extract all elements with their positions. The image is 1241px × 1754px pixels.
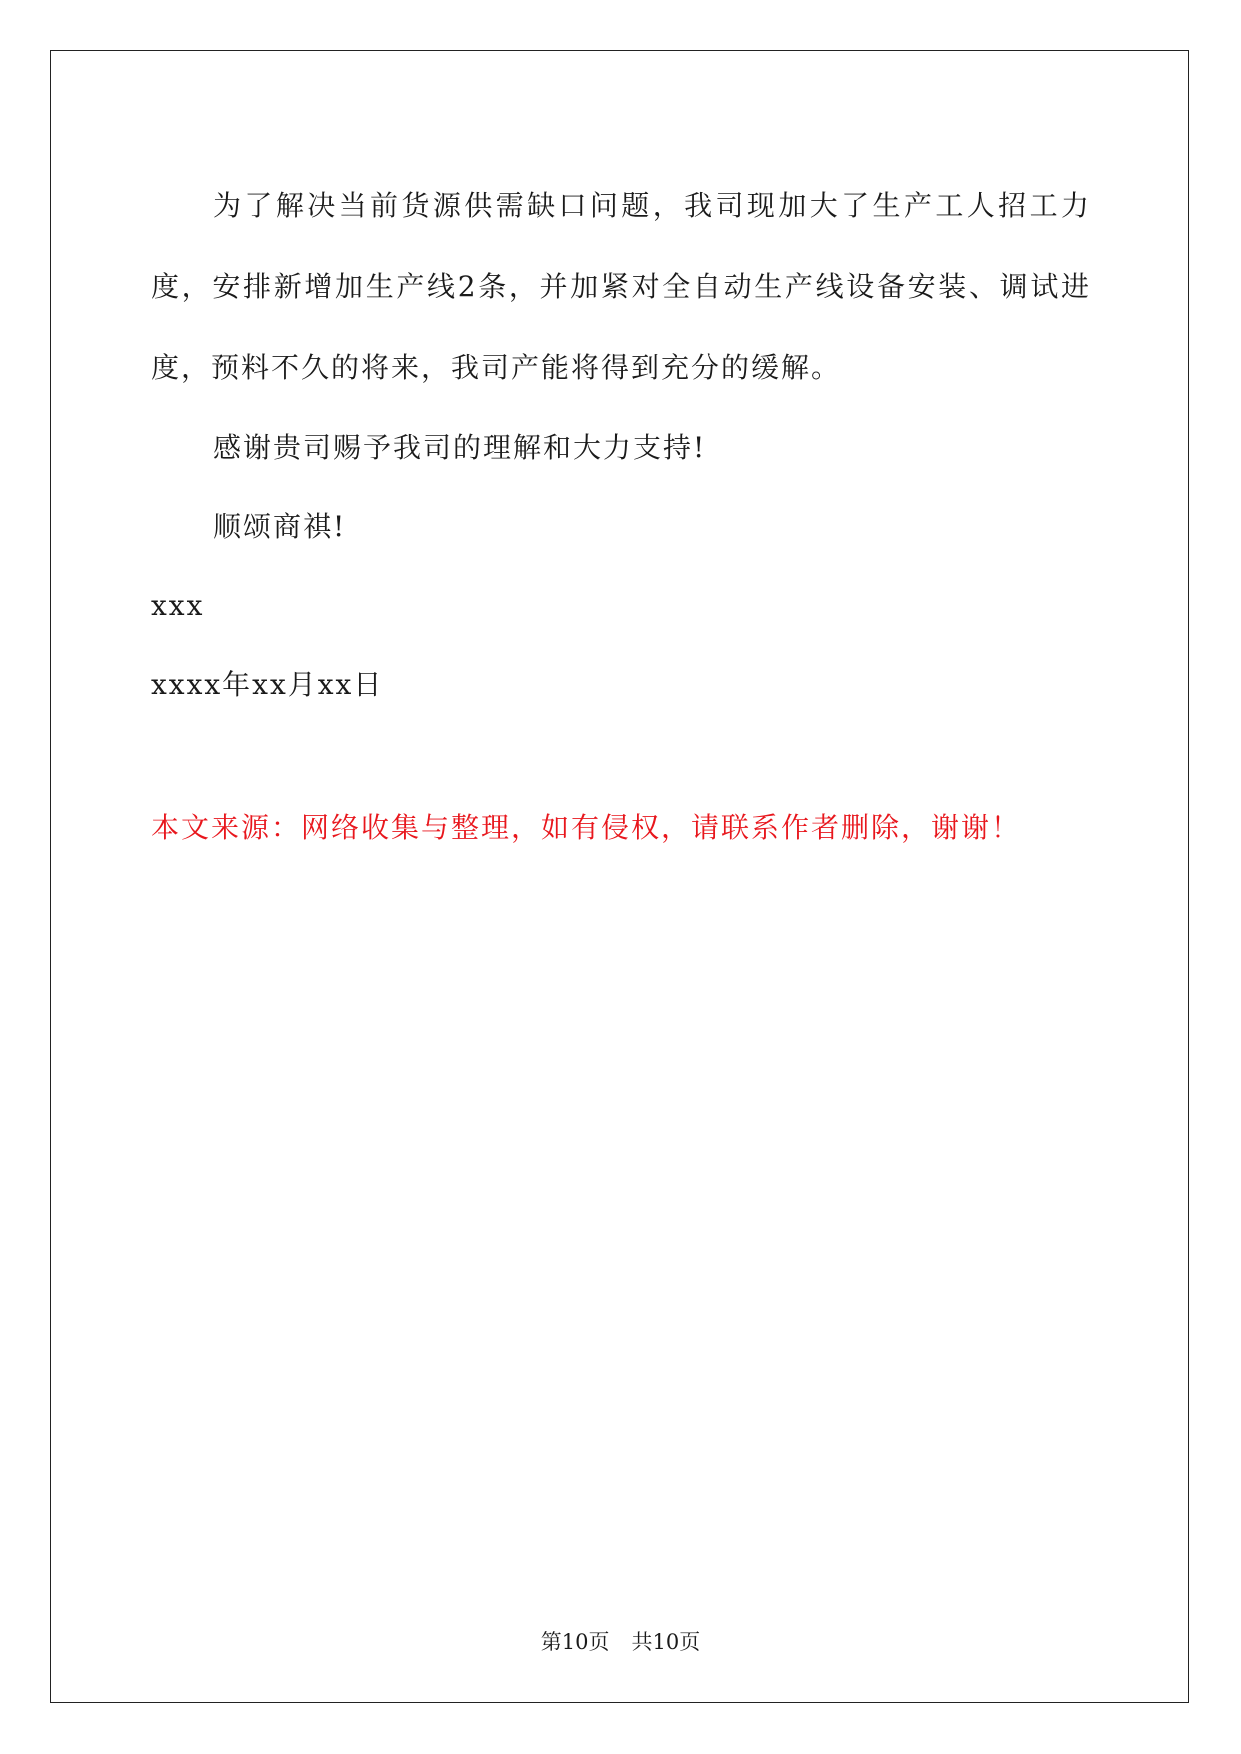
thanks-line: 感谢贵司赐予我司的理解和大力支持! <box>213 431 707 464</box>
page-footer <box>0 1628 1241 1656</box>
page-total: 共10页 <box>631 1630 701 1654</box>
page-number: 第10页 <box>540 1630 610 1654</box>
body-paragraph: 为了解决当前货源供需缺口问题，我司现加大了生产工人招工力度，安排新增加生产线2条，并加紧对全自动生产线设备安装、调试进度，预料不久的将来，我司产能将得到充分的缓解。 <box>151 189 1091 384</box>
signature: xxx <box>151 589 205 622</box>
letter-date: xxxx年xx月xx日 <box>151 668 384 701</box>
source-disclaimer: 本文来源：网络收集与整理，如有侵权，请联系作者删除，谢谢！ <box>151 811 1022 844</box>
closing-salutation: 顺颂商祺! <box>213 510 347 543</box>
letter-body <box>151 165 1091 724</box>
